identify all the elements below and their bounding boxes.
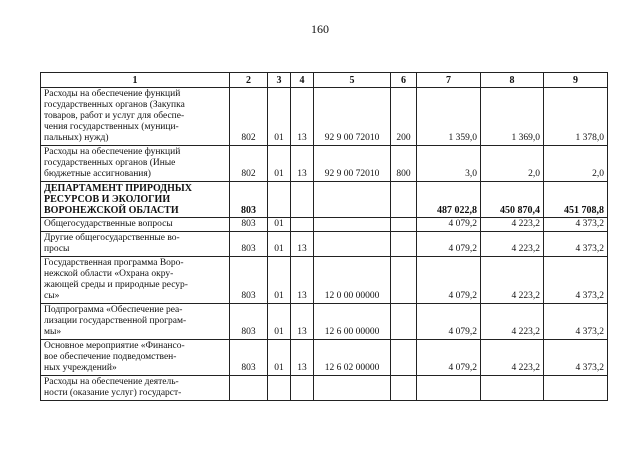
ministry-code-cell: 803	[230, 257, 268, 304]
row-name-cell: Расходы на обеспечение функций государственных органов (Закупка товаров, работ и услуг для обеспе- чения государственных (муници- пальных) нужд)	[41, 88, 230, 146]
table-row	[41, 257, 608, 304]
subsection-code-cell: 13	[291, 88, 314, 146]
ministry-code-cell: 803	[230, 232, 268, 257]
column-header: 6	[391, 73, 417, 88]
section-code-cell: 01	[268, 88, 291, 146]
ministry-code-cell: 803	[230, 340, 268, 376]
column-header: 2	[230, 73, 268, 88]
amount-year1-cell: 1 359,0	[417, 88, 481, 146]
row-name-cell: ДЕПАРТАМЕНТ ПРИРОДНЫХ РЕСУРСОВ И ЭКОЛОГИИ ВОРОНЕЖСКОЙ ОБЛАСТИ	[41, 182, 230, 218]
ministry-code-cell	[230, 376, 268, 401]
ministry-code-cell: 802	[230, 146, 268, 182]
ministry-code-cell: 803	[230, 182, 268, 218]
amount-year1-cell: 487 022,8	[417, 182, 481, 218]
section-code-cell: 01	[268, 146, 291, 182]
column-header: 8	[481, 73, 544, 88]
section-code-cell: 01	[268, 218, 291, 232]
expense-type-cell	[391, 304, 417, 340]
amount-year3-cell: 4 373,2	[544, 257, 608, 304]
amount-year1-cell: 4 079,2	[417, 218, 481, 232]
subsection-code-cell	[291, 376, 314, 401]
column-header: 5	[314, 73, 391, 88]
row-name-cell: Расходы на обеспечение функций государственных органов (Иные бюджетные ассигнования)	[41, 146, 230, 182]
row-name-cell: Государственная программа Воро- нежской области «Охрана окру- жающей среды и природные ресур- сы»	[41, 257, 230, 304]
amount-year1-cell: 4 079,2	[417, 340, 481, 376]
column-header: 3	[268, 73, 291, 88]
amount-year3-cell: 4 373,2	[544, 232, 608, 257]
table-row	[41, 218, 608, 232]
subsection-code-cell: 13	[291, 257, 314, 304]
column-header: 4	[291, 73, 314, 88]
amount-year2-cell: 4 223,2	[481, 232, 544, 257]
table-row	[41, 88, 608, 146]
subsection-code-cell: 13	[291, 340, 314, 376]
subsection-code-cell: 13	[291, 146, 314, 182]
section-code-cell	[268, 182, 291, 218]
amount-year1-cell: 4 079,2	[417, 257, 481, 304]
ministry-code-cell: 803	[230, 304, 268, 340]
target-article-cell	[314, 376, 391, 401]
row-name-cell: Общегосударственные вопросы	[41, 218, 230, 232]
ministry-code-cell: 802	[230, 88, 268, 146]
expense-type-cell	[391, 376, 417, 401]
amount-year1-cell: 4 079,2	[417, 232, 481, 257]
column-header: 9	[544, 73, 608, 88]
amount-year2-cell: 1 369,0	[481, 88, 544, 146]
table-row	[41, 232, 608, 257]
target-article-cell: 12 6 02 00000	[314, 340, 391, 376]
section-code-cell: 01	[268, 304, 291, 340]
amount-year2-cell: 2,0	[481, 146, 544, 182]
table-row	[41, 182, 608, 218]
section-code-cell: 01	[268, 257, 291, 304]
amount-year3-cell: 2,0	[544, 146, 608, 182]
amount-year1-cell: 4 079,2	[417, 304, 481, 340]
target-article-cell: 92 9 00 72010	[314, 88, 391, 146]
subsection-code-cell: 13	[291, 304, 314, 340]
amount-year1-cell	[417, 376, 481, 401]
target-article-cell	[314, 182, 391, 218]
subsection-code-cell	[291, 182, 314, 218]
amount-year3-cell: 1 378,0	[544, 88, 608, 146]
expense-type-cell	[391, 182, 417, 218]
expense-type-cell: 200	[391, 88, 417, 146]
target-article-cell: 12 6 00 00000	[314, 304, 391, 340]
section-code-cell: 01	[268, 340, 291, 376]
target-article-cell	[314, 218, 391, 232]
row-name-cell: Основное мероприятие «Финансо- вое обеспечение подведомствен- ных учреждений»	[41, 340, 230, 376]
section-code-cell	[268, 376, 291, 401]
budget-table	[40, 72, 608, 401]
amount-year3-cell: 4 373,2	[544, 218, 608, 232]
amount-year3-cell	[544, 376, 608, 401]
section-code-cell: 01	[268, 232, 291, 257]
amount-year1-cell: 3,0	[417, 146, 481, 182]
amount-year2-cell	[481, 376, 544, 401]
table-row	[41, 340, 608, 376]
amount-year2-cell: 4 223,2	[481, 304, 544, 340]
expense-type-cell	[391, 218, 417, 232]
target-article-cell	[314, 232, 391, 257]
row-name-cell: Расходы на обеспечение деятель- ности (оказание услуг) государст-	[41, 376, 230, 401]
table-header-row	[41, 73, 608, 88]
page-number: 160	[311, 22, 329, 36]
amount-year3-cell: 451 708,8	[544, 182, 608, 218]
amount-year3-cell: 4 373,2	[544, 304, 608, 340]
amount-year2-cell: 4 223,2	[481, 340, 544, 376]
target-article-cell: 12 0 00 00000	[314, 257, 391, 304]
row-name-cell: Другие общегосударственные во- просы	[41, 232, 230, 257]
amount-year3-cell: 4 373,2	[544, 340, 608, 376]
expense-type-cell	[391, 257, 417, 304]
amount-year2-cell: 450 870,4	[481, 182, 544, 218]
target-article-cell: 92 9 00 72010	[314, 146, 391, 182]
expense-type-cell	[391, 340, 417, 376]
subsection-code-cell: 13	[291, 232, 314, 257]
expense-type-cell: 800	[391, 146, 417, 182]
subsection-code-cell	[291, 218, 314, 232]
table-row	[41, 304, 608, 340]
expense-type-cell	[391, 232, 417, 257]
column-header: 7	[417, 73, 481, 88]
ministry-code-cell: 803	[230, 218, 268, 232]
amount-year2-cell: 4 223,2	[481, 257, 544, 304]
row-name-cell: Подпрограмма «Обеспечение реа- лизации государственной програм- мы»	[41, 304, 230, 340]
table-row	[41, 376, 608, 401]
amount-year2-cell: 4 223,2	[481, 218, 544, 232]
column-header: 1	[41, 73, 230, 88]
table-row	[41, 146, 608, 182]
